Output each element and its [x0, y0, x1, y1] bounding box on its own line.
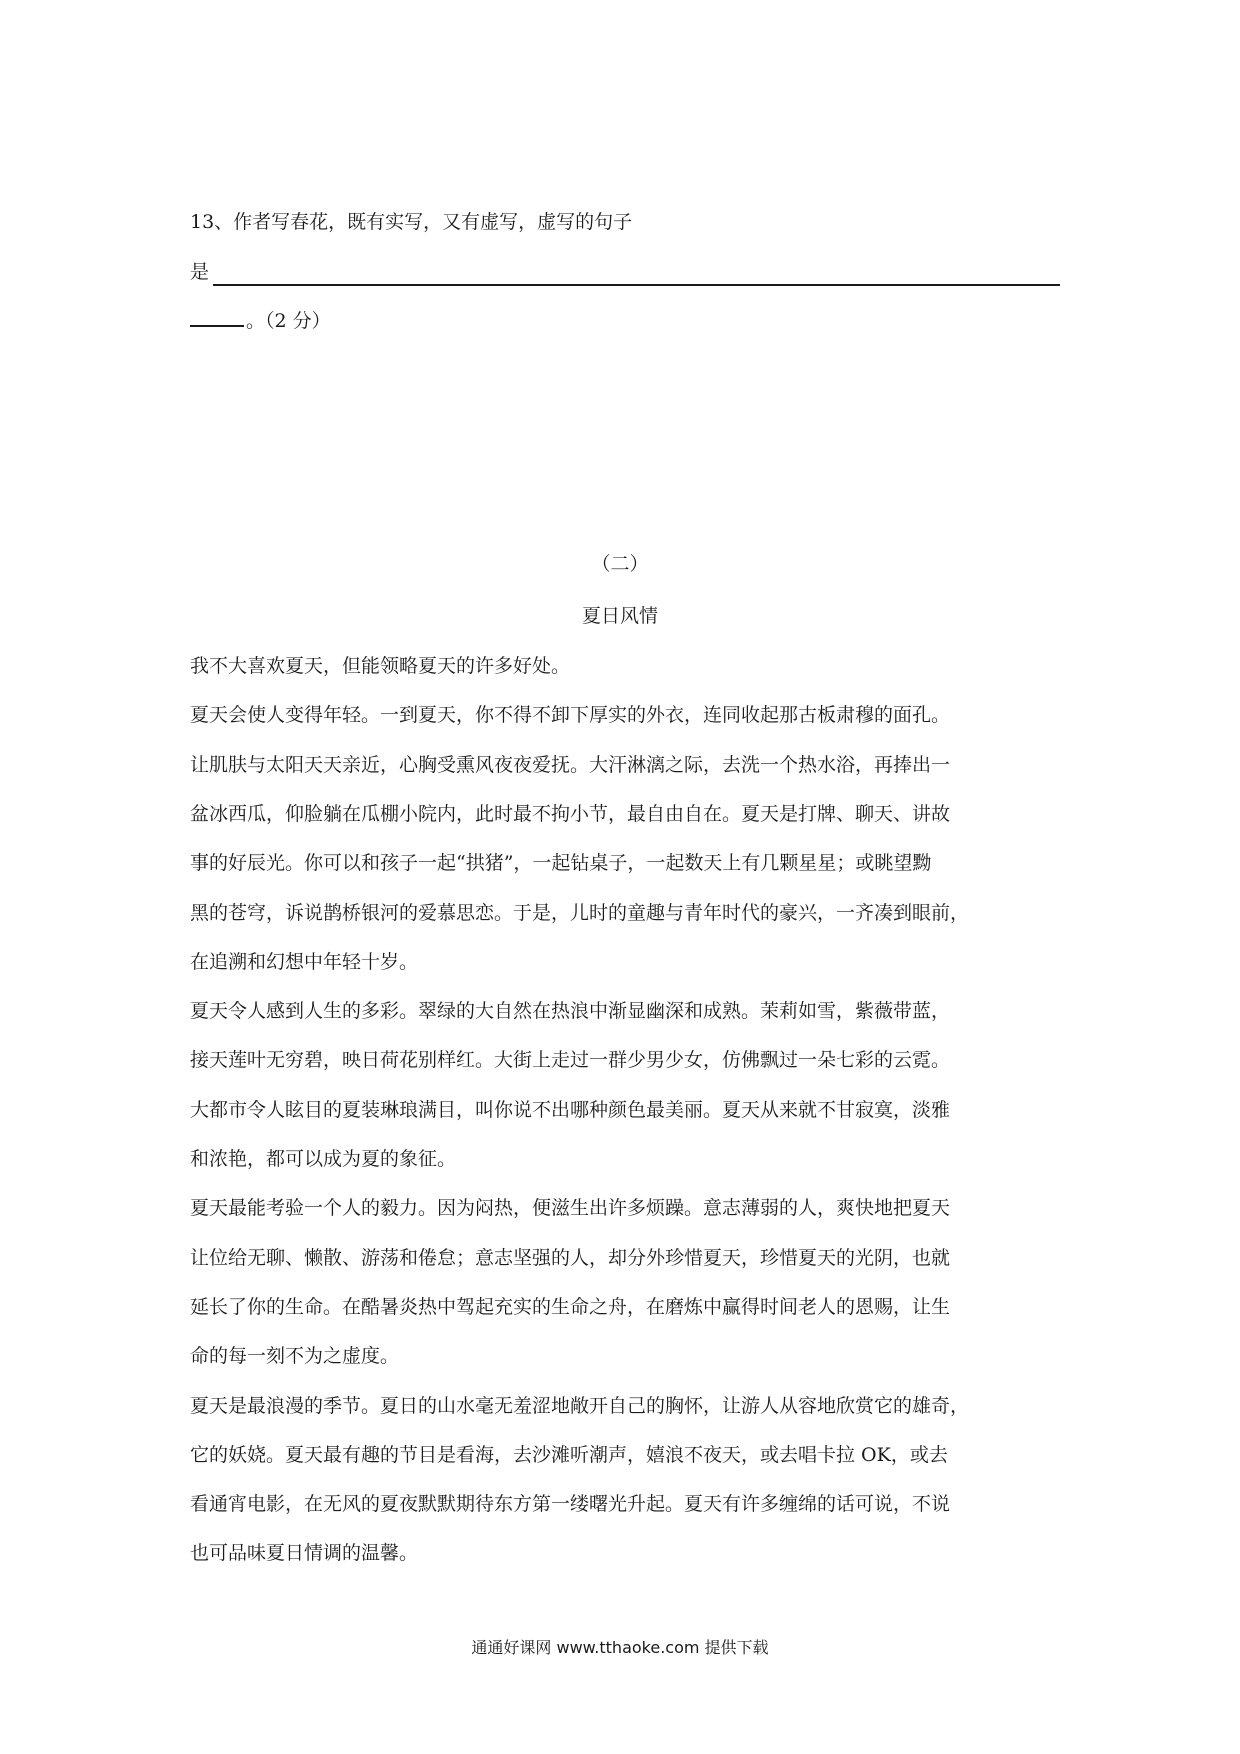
- article-line: 我不大喜欢夏天，但能领略夏天的许多好处。: [190, 655, 571, 677]
- article-line: 也可品味夏日情调的温馨。: [190, 1542, 419, 1564]
- article-line: 大都市令人眩目的夏装琳琅满目，叫你说不出哪种颜色最美丽。夏天从来就不甘寂寞，淡雅: [190, 1099, 951, 1121]
- article-line: 黑的苍穹，诉说鹊桥银河的爱慕思恋。于是，儿时的童趣与青年时代的豪兴，一齐凑到眼前，: [190, 902, 970, 924]
- article-line: 延长了你的生命。在酷暑炎热中驾起充实的生命之舟，在磨炼中赢得时间老人的恩赐，让生: [190, 1296, 951, 1318]
- section-number: （二）: [591, 553, 649, 575]
- answer-blank-short[interactable]: [190, 325, 244, 327]
- answer-blank-long[interactable]: [213, 284, 1060, 286]
- question-13-line3: [190, 307, 331, 335]
- article-line: 它的妖娆。夏天最有趣的节目是看海，去沙滩听潮声，嬉浪不夜天，或去唱卡拉 OK，或去: [190, 1444, 948, 1466]
- question-13-score: 。（2 分）: [246, 310, 331, 332]
- article-line: 盆冰西瓜，仰脸躺在瓜棚小院内，此时最不拘小节，最自由自在。夏天是打牌、聊天、讲故: [190, 803, 951, 825]
- article-line: 接天莲叶无穷碧，映日荷花别样红。大街上走过一群少男少女，仿佛飘过一朵七彩的云霓。: [190, 1049, 951, 1071]
- article-line: 在追溯和幻想中年轻十岁。: [190, 951, 419, 973]
- article-line: 命的每一刻不为之虚度。: [190, 1345, 400, 1367]
- article-line: 让位给无聊、懒散、游荡和倦怠；意志坚强的人，却分外珍惜夏天，珍惜夏天的光阴，也就: [190, 1247, 951, 1269]
- article-line: 夏天是最浪漫的季节。夏日的山水毫无羞涩地敞开自己的胸怀，让游人从容地欣赏它的雄奇，: [190, 1395, 970, 1417]
- article-title: 夏日风情: [581, 605, 658, 627]
- article-line: 夏天会使人变得年轻。一到夏天，你不得不卸下厚实的外衣，连同收起那古板肃穆的面孔。: [190, 704, 951, 726]
- article-line: 夏天最能考验一个人的毅力。因为闷热，便滋生出许多烦躁。意志薄弱的人，爽快地把夏天: [190, 1197, 951, 1219]
- article-line: 让肌肤与太阳天天亲近，心胸受熏风夜夜爱抚。大汗淋漓之际，去洗一个热水浴，再捧出一: [190, 754, 951, 776]
- article-line: 和浓艳，都可以成为夏的象征。: [190, 1148, 457, 1170]
- article-line: 夏天令人感到人生的多彩。翠绿的大自然在热浪中渐显幽深和成熟。茉莉如雪，紫薇带蓝，: [190, 1000, 951, 1022]
- question-13-line2: 是: [190, 261, 210, 283]
- question-13-line1: 13、作者写春花，既有实写，又有虚写，虚写的句子: [190, 211, 633, 233]
- article-line: 事的好辰光。你可以和孩子一起“拱猪”，一起钻桌子，一起数天上有几颗星星；或眺望黝: [190, 852, 932, 874]
- article-line: 看通宵电影，在无风的夏夜默默期待东方第一缕曙光升起。夏天有许多缠绵的话可说，不说: [190, 1493, 951, 1515]
- footer-credit: 通通好课网 www.tthaoke.com 提供下载: [471, 1638, 769, 1657]
